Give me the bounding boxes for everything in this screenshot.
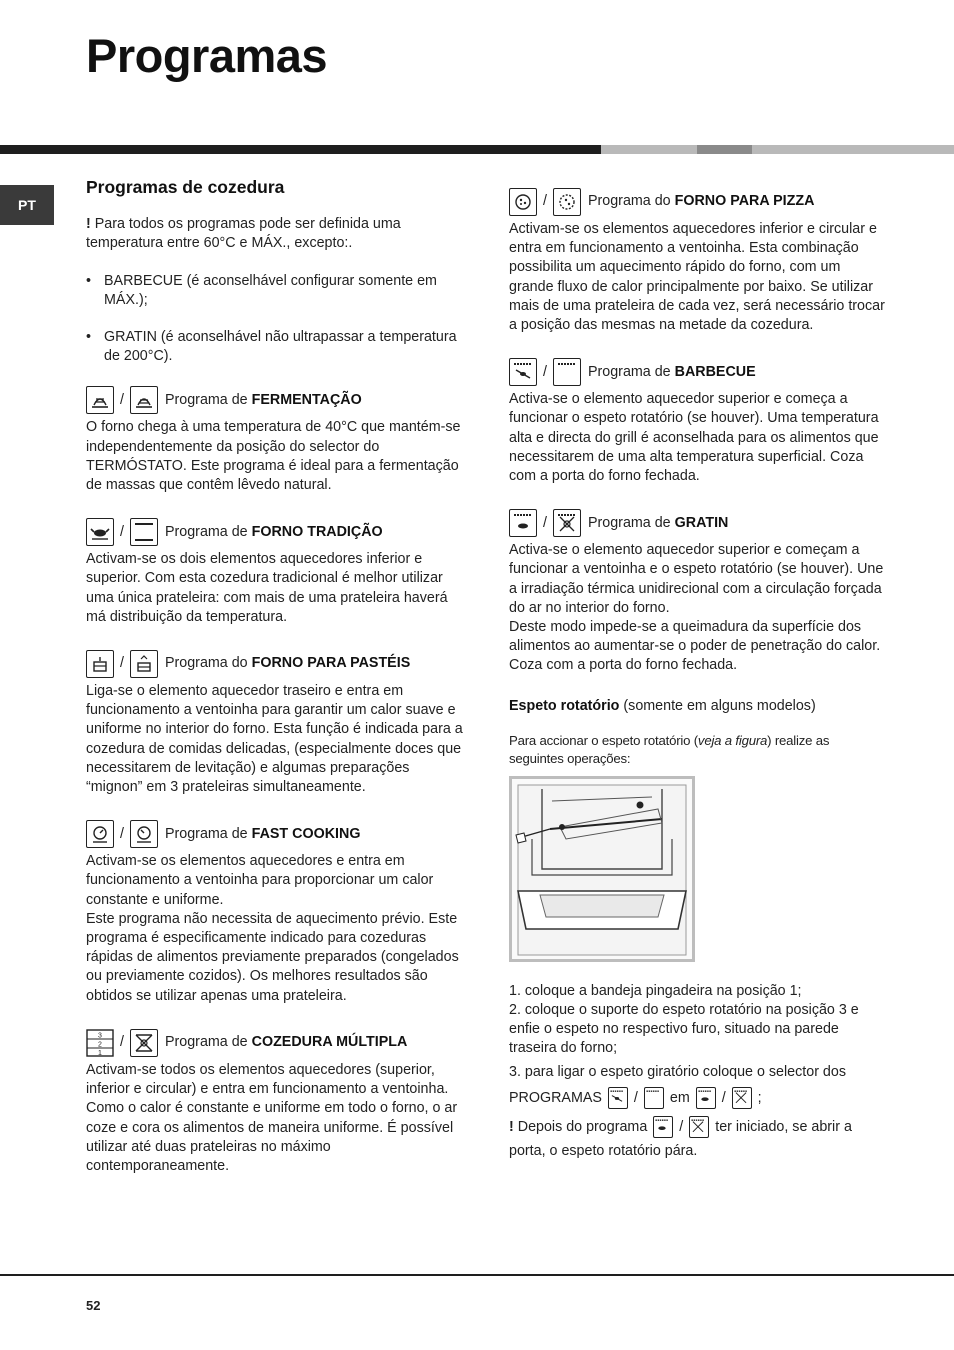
exception-list [86,272,466,367]
multi-cooking-icon [130,1029,158,1057]
spit-heading [509,697,887,716]
program-name: FERMENTAÇÃO [251,391,362,408]
step-1: 1. coloque a bandeja pingadeira na posição 1; [509,982,802,999]
header-rule-light-end [752,145,954,154]
program-prefix: Programa do [164,655,248,672]
separator: / [633,1089,638,1106]
program-prefix: Programa de [164,825,248,842]
intro-text: Para todos os programas pode ser definida uma temperatura entre 60°C e MÁX., excepto:. [86,216,401,252]
program-multi-cooking [86,1027,466,1176]
program-prefix: Programa de [587,363,671,380]
program-name: BARBECUE [674,363,756,380]
left-column [86,178,466,1197]
header-rule-mid [697,145,752,154]
spit-intro-emphasis: veja a figura [697,732,768,748]
program-description: Activam-se os dois elementos aquecedores inferior e superior. Com esta cozedura tradicional é melhor utilizar uma única prateleira: com mais de uma prateleira haverá má distribuição da temperatura. [86,551,448,625]
program-description: Activa-se o elemento aquecedor superior e começa a funcionar o espeto rotatório (se houver). Uma temperatura alta e directa do grill é aconselhada para os alimentos que necessitarem de uma alta temperatura superficial. Coza com a porta do forno fechada. [509,391,879,485]
shelf-label-2: 2 [98,1041,102,1049]
cake-icon [86,650,114,678]
right-column [509,186,887,1163]
shelves-icon [86,1029,114,1057]
pizza-icon [509,188,537,216]
page-number: 52 [86,1298,101,1313]
program-description: Activa-se o elemento aquecedor superior e começam a funcionar a ventoinha e o espeto rotatório (se houver). Une a irradiação térmica unidirecional com a circulação forçada do ar no interior do forno. Deste modo impede-se a queimadura da superfície dos alimentos ao aumentar-se o poder de penetração do calor. Coza com a porta do forno fechada. [509,542,884,674]
warning-mark: ! [509,1118,514,1135]
list-item: • GRATIN (é aconselhável não ultrapassar a temperatura de 200°C). [86,328,466,366]
intro-paragraph [86,215,466,253]
gratin-grill-icon [653,1116,673,1138]
top-grill-icon [644,1087,664,1109]
warning-mark: ! [86,216,91,233]
footer-rule [0,1274,954,1276]
pizza-alt-icon [553,188,581,216]
program-name: COZEDURA MÚLTIPLA [251,1034,408,1051]
program-barbecue [509,356,887,486]
program-prefix: Programa de [164,523,248,540]
program-name: GRATIN [674,514,729,531]
grill-spit-icon [509,358,537,386]
program-header: / Programa de GRATIN [509,507,887,539]
fast-cooking-alt-icon [130,820,158,848]
warning-text: Depois do programa [517,1118,648,1135]
language-tab: PT [0,185,54,225]
spit-intro-text-end: ) realize as seguintes operações: [509,732,830,766]
program-description: O forno chega à uma temperatura de 40°C que mantém-se independentemente da posição do selector do TERMÓSTATO. Este programa é ideal para a fermentação de massas que contêm lêvedo natural. [86,419,461,494]
shelf-label-3: 3 [98,1032,102,1040]
cake-alt-icon [130,650,158,678]
shelf-label-1: 1 [98,1049,102,1057]
program-fast-cooking [86,818,466,1006]
step-3-end: ; [757,1089,762,1106]
warning-text-end: ter iniciado, se abrir a porta, o espeto rotatório pára. [509,1118,852,1159]
separator: / [721,1089,726,1106]
gratin-fan-icon [689,1116,709,1138]
separator: / [679,1118,684,1135]
grill-spit-icon [608,1087,628,1109]
program-prefix: Programa do [587,193,671,210]
header-rule-dark [0,145,601,154]
program-header: / Programa de FORNO TRADIÇÃO [86,516,466,548]
program-traditional-oven [86,516,466,627]
program-prefix: Programa de [164,391,248,408]
program-header: / Programa do FORNO PARA PASTÉIS [86,648,466,680]
program-header: / Programa do FORNO PARA PIZZA [509,186,887,218]
step-3-text: 3. para ligar o espeto giratório coloque o selector dos PROGRAMAS [509,1063,846,1106]
chicken-icon [86,518,114,546]
program-header: / Programa de BARBECUE [509,356,887,388]
header-rule-light [601,145,697,154]
fast-cooking-icon [86,820,114,848]
section-title: Programas de cozedura [86,177,285,197]
program-prefix: Programa de [587,514,671,531]
program-pastry-oven [86,648,466,797]
gratin-fan-icon [553,509,581,537]
program-description: Activam-se todos os elementos aquecedores (superior, inferior e circular) e entra em funcionamento a ventoinha. Como o calor é constante e uniforme em todo o forno, o ar coze e cora os alimentos de maneira uniforme. É possível utilizar até duas prateleiras no máximo contemporaneamente. [86,1061,458,1174]
gratin-fan-icon [732,1087,752,1109]
top-bottom-heat-icon [130,518,158,546]
program-pizza-oven [509,186,887,335]
list-item: • BARBECUE (é aconselhável configurar somente em MÁX.); [86,272,466,310]
program-header: / Programa de FAST COOKING [86,818,466,850]
spit-warning [509,1115,887,1163]
spit-intro-text: Para accionar o espeto rotatório ( [509,732,698,748]
program-header: / Programa de FERMENTAÇÃO [86,384,466,416]
program-header: 3 2 1 / Programa de COZEDURA MÚLTIPLA [86,1027,466,1059]
fermentation-alt-icon [130,386,158,414]
program-description: Activam-se os elementos aquecedores e entra em funcionamento a ventoinha para proporcionar um calor constante e uniforme. Este programa não necessita de aquecimento prévio. Este programa é especificamente indicado para cozeduras rápidas de alimentos previamente preparados (congelados ou previamente cozidos). Os melhores resultados são obtidos se utilizar apenas uma prateleira. [86,853,459,1004]
rotisserie-figure [509,776,695,962]
program-prefix: Programa de [164,1034,248,1051]
program-fermentation [86,384,466,495]
step-2: 2. coloque o suporte do espeto rotatório na posição 3 e enfie o espeto no respectivo furo, situado na parede traseira do forno; [509,1002,859,1057]
program-description: Liga-se o elemento aquecedor traseiro e entra em funcionamento a ventoinha para garantir um calor suave e uniforme no interior do forno. Esta função é indicada para a cozedura de comidas delicadas, (especialmente doces que necessitarem de levitação) e algumas preparações “mignon” em 3 prateleiras simultaneamente. [86,683,463,796]
spit-intro [509,732,887,768]
spit-title: Espeto rotatório [509,697,620,714]
program-name: FORNO PARA PASTÉIS [251,655,411,672]
program-gratin [509,507,887,675]
gratin-grill-icon [696,1087,716,1109]
step-3-em: em [669,1089,690,1106]
fermentation-icon [86,386,114,414]
spit-note: (somente em alguns modelos) [623,697,816,714]
step-3 [509,1059,887,1111]
gratin-grill-icon [509,509,537,537]
top-grill-icon [553,358,581,386]
program-description: Activam-se os elementos aquecedores inferior e circular e entra em funcionamento a ventoinha. Esta combinação possibilita um aquecimento rápido do forno, com um grande fluxo de calor principalmente por baixo. Se utilizar mais de uma prateleira de cada vez, será necessário trocar a posição das mesmas na metade da cozedura. [509,221,885,334]
program-name: FORNO PARA PIZZA [674,193,815,210]
program-name: FORNO TRADIÇÃO [251,523,383,540]
program-name: FAST COOKING [251,825,361,842]
page-title: Programas [86,29,328,82]
